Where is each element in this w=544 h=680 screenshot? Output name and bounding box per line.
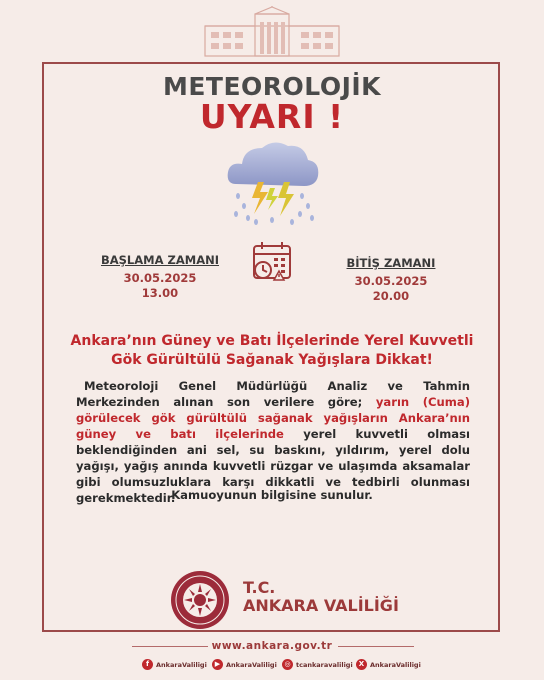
facebook-handle: AnkaraValiligi	[156, 660, 207, 669]
warning-body	[76, 378, 470, 506]
calendar-alert-icon	[250, 240, 294, 284]
start-time: 13.00	[141, 286, 179, 300]
headline-line1: Ankara’nın Güney ve Batı İlçelerinde Yerel Kuvvetli	[70, 333, 474, 349]
youtube-icon: ▶	[212, 659, 223, 670]
website-link[interactable]: www.ankara.gov.tr	[211, 640, 333, 652]
storm-cloud-icon	[222, 136, 322, 226]
title-uyari: UYARI !	[199, 97, 345, 136]
instagram-icon: ◎	[282, 659, 293, 670]
x-icon: X	[356, 659, 367, 670]
body-part1: Meteoroloji Genel Müdürlüğü Analiz ve Tahmin Merkezinden alınan son verilere göre;	[76, 379, 470, 409]
youtube-handle: AnkaraValiligi	[226, 660, 277, 669]
tc-label: T.C.	[243, 578, 276, 597]
social-x[interactable]	[356, 659, 421, 670]
governorship-building-illustration	[203, 6, 341, 58]
x-handle: AnkaraValiligi	[370, 660, 421, 669]
ankara-governorship-seal	[170, 570, 230, 630]
body-part2: yerel kuvvetli olması beklendiğinden ani sel, su baskını, yıldırım, yerel dolu yağışı, yağış anında kuvvetli rüzgar ve ulaşımda aksamalar gibi olumsuzluklara karşı dikkatli ve tedbirli olunması gerekmektedir.	[76, 427, 470, 505]
public-notice: Kamuoyunun bilgisine sunulur.	[171, 488, 373, 502]
start-date: 30.05.2025	[123, 271, 197, 285]
social-facebook[interactable]	[142, 659, 207, 670]
warning-headline	[60, 332, 484, 370]
end-date: 30.05.2025	[354, 274, 428, 288]
instagram-handle: tcankaravaliligi	[296, 660, 353, 669]
end-time-label: BİTİŞ ZAMANI	[346, 256, 436, 270]
facebook-icon: f	[142, 659, 153, 670]
ankara-valiligi-label: ANKARA VALİLİĞİ	[243, 596, 399, 615]
start-time-label: BAŞLAMA ZAMANI	[100, 253, 219, 267]
headline-line2: Gök Gürültülü Sağanak Yağışlara Dikkat!	[111, 352, 433, 368]
social-instagram[interactable]	[282, 659, 353, 670]
social-youtube[interactable]	[212, 659, 277, 670]
website-divider-right	[338, 646, 414, 647]
body-highlight: yarın (Cuma) görülecek gök gürültülü sağanak yağışların Ankara’nın güney ve batı ilçelerinde	[76, 395, 470, 441]
title-meteorolojik: METEOROLOJİK	[162, 72, 382, 101]
end-time: 20.00	[372, 289, 410, 303]
